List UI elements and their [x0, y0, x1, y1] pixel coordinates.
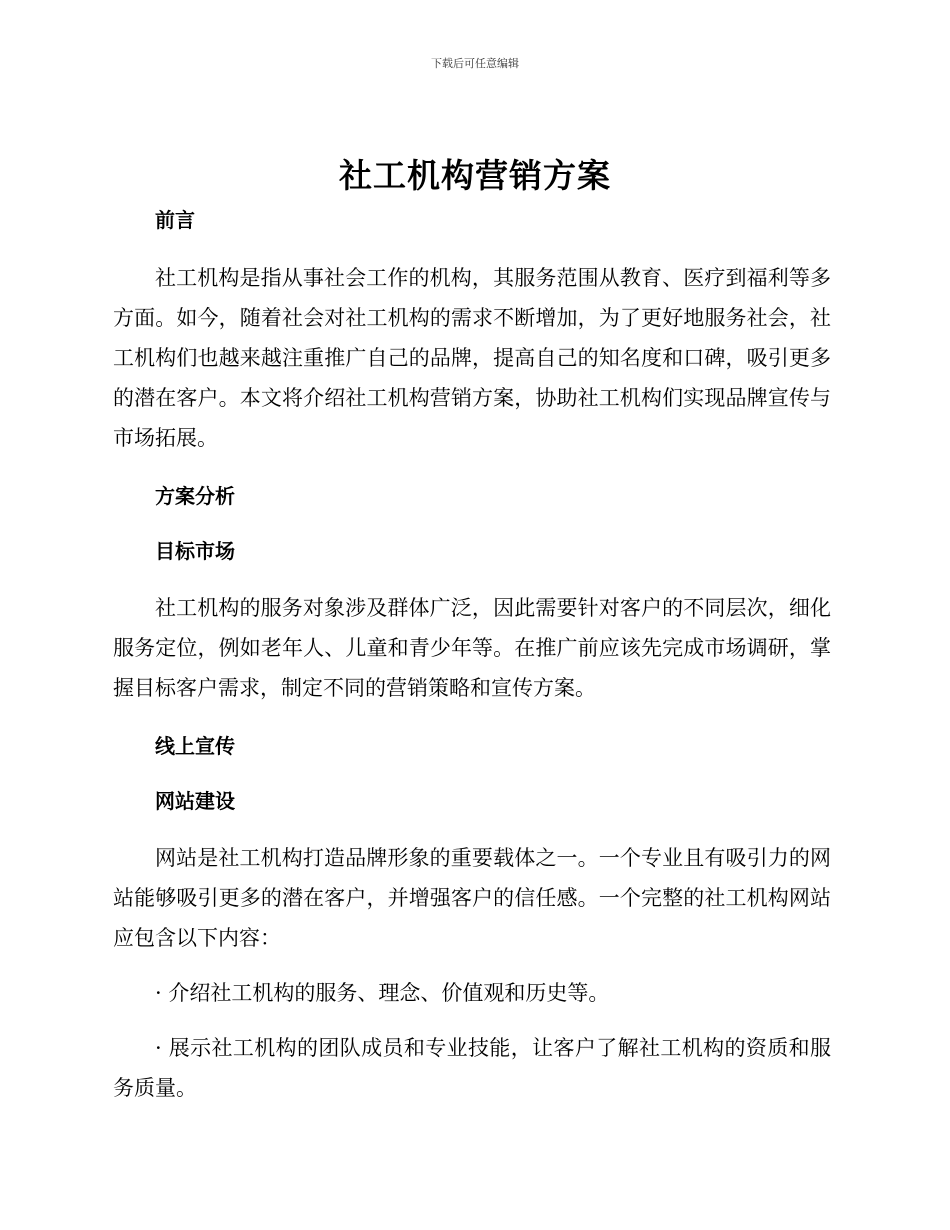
heading-preface: 前言: [155, 208, 195, 232]
heading-website: 网站建设: [155, 789, 235, 813]
list-item: · 展示社工机构的团队成员和专业技能，让客户了解社工机构的资质和服务质量。: [113, 1036, 831, 1100]
header-note: 下载后可任意编辑: [431, 57, 519, 70]
heading-online-promotion: 线上宣传: [155, 734, 235, 758]
heading-analysis: 方案分析: [155, 484, 235, 508]
paragraph-preface: 社工机构是指从事社会工作的机构，其服务范围从教育、医疗到福利等多方面。如今，随着社会对社工机构的需求不断增加，为了更好地服务社会，社工机构们也越来越注重推广自己的品牌，提高自己的知名度和口碑，吸引更多的潜在客户。本文将介绍社工机构营销方案，协助社工机构们实现品牌宣传与市场拓展。: [113, 266, 831, 450]
list-item: · 介绍社工机构的服务、理念、价值观和历史等。: [155, 981, 610, 1005]
heading-target-market: 目标市场: [155, 539, 235, 563]
document-body: [113, 200, 831, 1108]
paragraph-target-market: 社工机构的服务对象涉及群体广泛，因此需要针对客户的不同层次，细化服务定位，例如老年人、儿童和青少年等。在推广前应该先完成市场调研，掌握目标客户需求，制定不同的营销策略和宣传方案。: [113, 596, 831, 700]
paragraph-website: 网站是社工机构打造品牌形象的重要载体之一。一个专业且有吸引力的网站能够吸引更多的潜在客户，并增强客户的信任感。一个完整的社工机构网站应包含以下内容：: [113, 846, 831, 950]
document-title: 社工机构营销方案: [339, 156, 611, 195]
